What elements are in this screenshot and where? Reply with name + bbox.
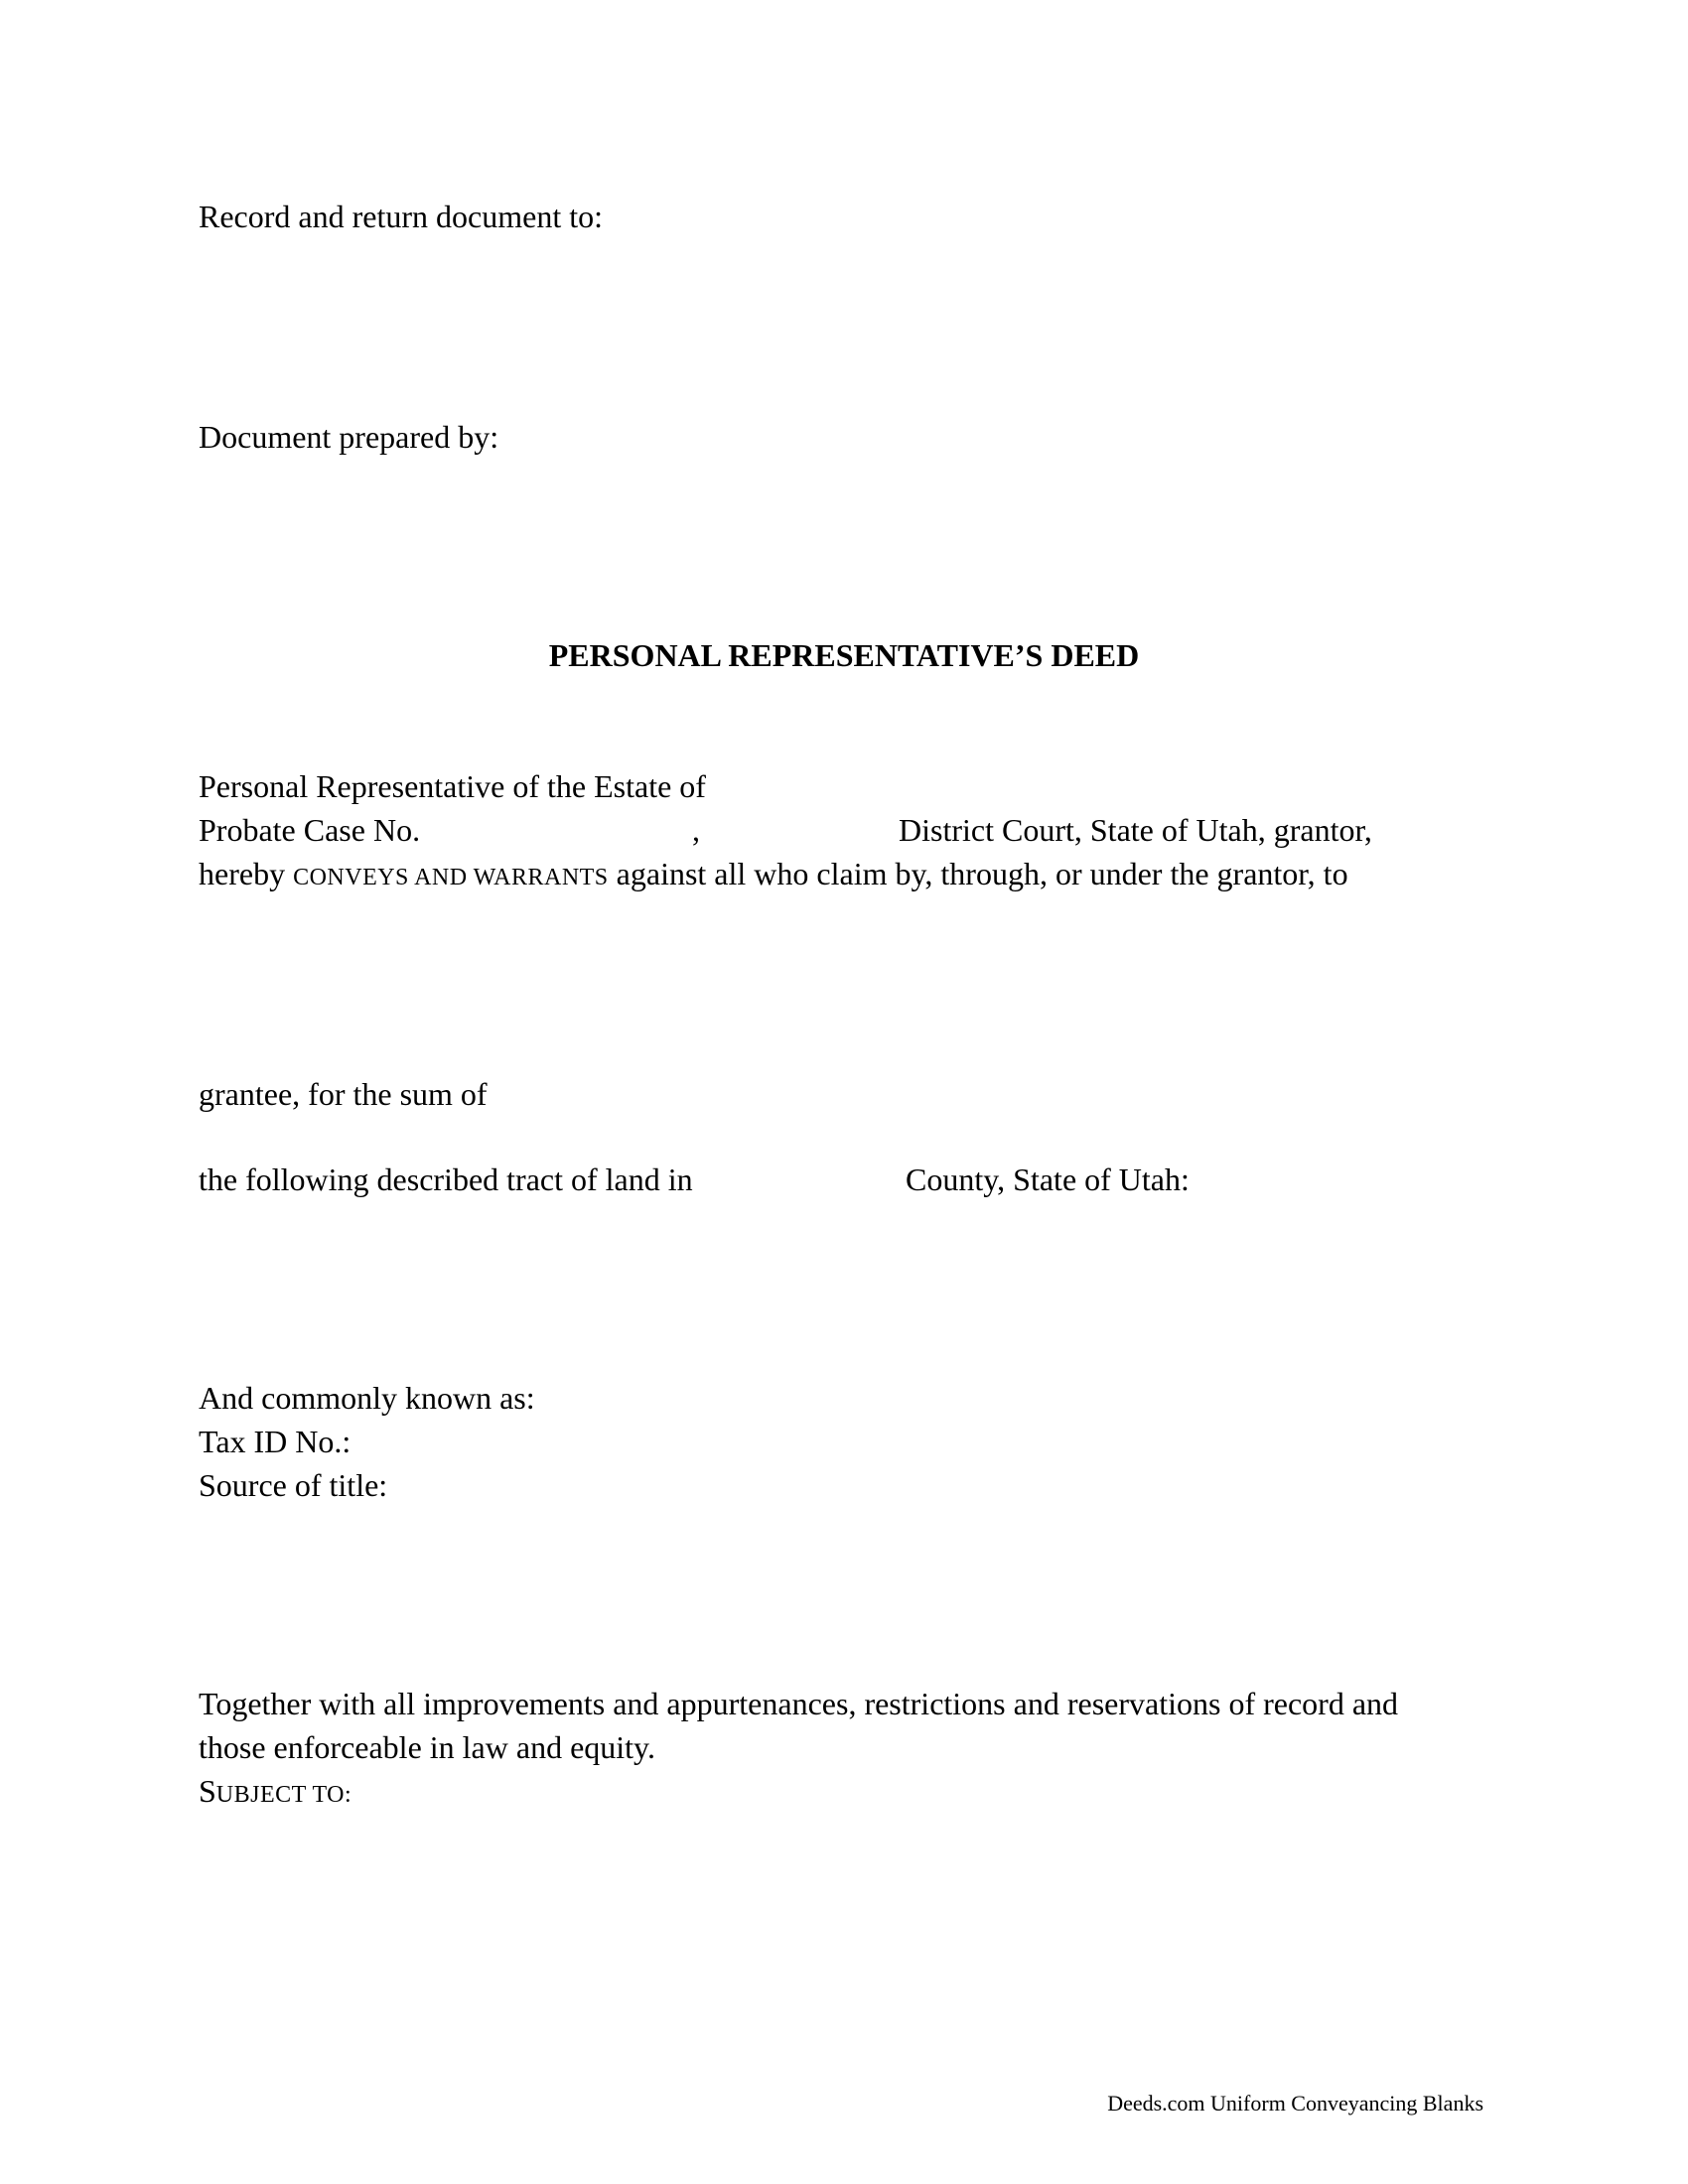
together-line-1: Together with all improvements and appurtenances, restrictions and reservations of record and (199, 1686, 1399, 1721)
probate-case-label: Probate Case No. (199, 812, 421, 848)
grantee-sum-line: grantee, for the sum of (199, 1076, 488, 1112)
subject-rest: UBJECT TO: (215, 1782, 352, 1808)
probate-comma: , (692, 812, 700, 848)
county-state-text: County, State of Utah: (906, 1161, 1190, 1197)
tract-of-land-text: the following described tract of land in (199, 1161, 693, 1197)
prepared-by-label: Document prepared by: (199, 419, 499, 455)
district-court-text: District Court, State of Utah, grantor, (899, 812, 1372, 848)
against-text: against all who claim by, through, or under the grantor, to (616, 856, 1348, 891)
conveys-warrants-text: CONVEYS AND WARRANTS (293, 865, 609, 890)
footer-text: Deeds.com Uniform Conveyancing Blanks (1107, 2091, 1483, 2116)
conveyance-line (199, 852, 1348, 899)
subject-initial: S (199, 1773, 216, 1809)
together-line-2: those enforceable in law and equity. (199, 1729, 655, 1765)
commonly-known-label: And commonly known as: (199, 1380, 535, 1416)
hereby-text: hereby (199, 856, 286, 891)
subject-to-label (199, 1769, 352, 1817)
record-return-label: Record and return document to: (199, 199, 603, 234)
tax-id-label: Tax ID No.: (199, 1424, 352, 1459)
source-of-title-label: Source of title: (199, 1467, 388, 1503)
estate-of-line: Personal Representative of the Estate of (199, 768, 706, 804)
page-title: PERSONAL REPRESENTATIVE’S DEED (548, 637, 1140, 673)
